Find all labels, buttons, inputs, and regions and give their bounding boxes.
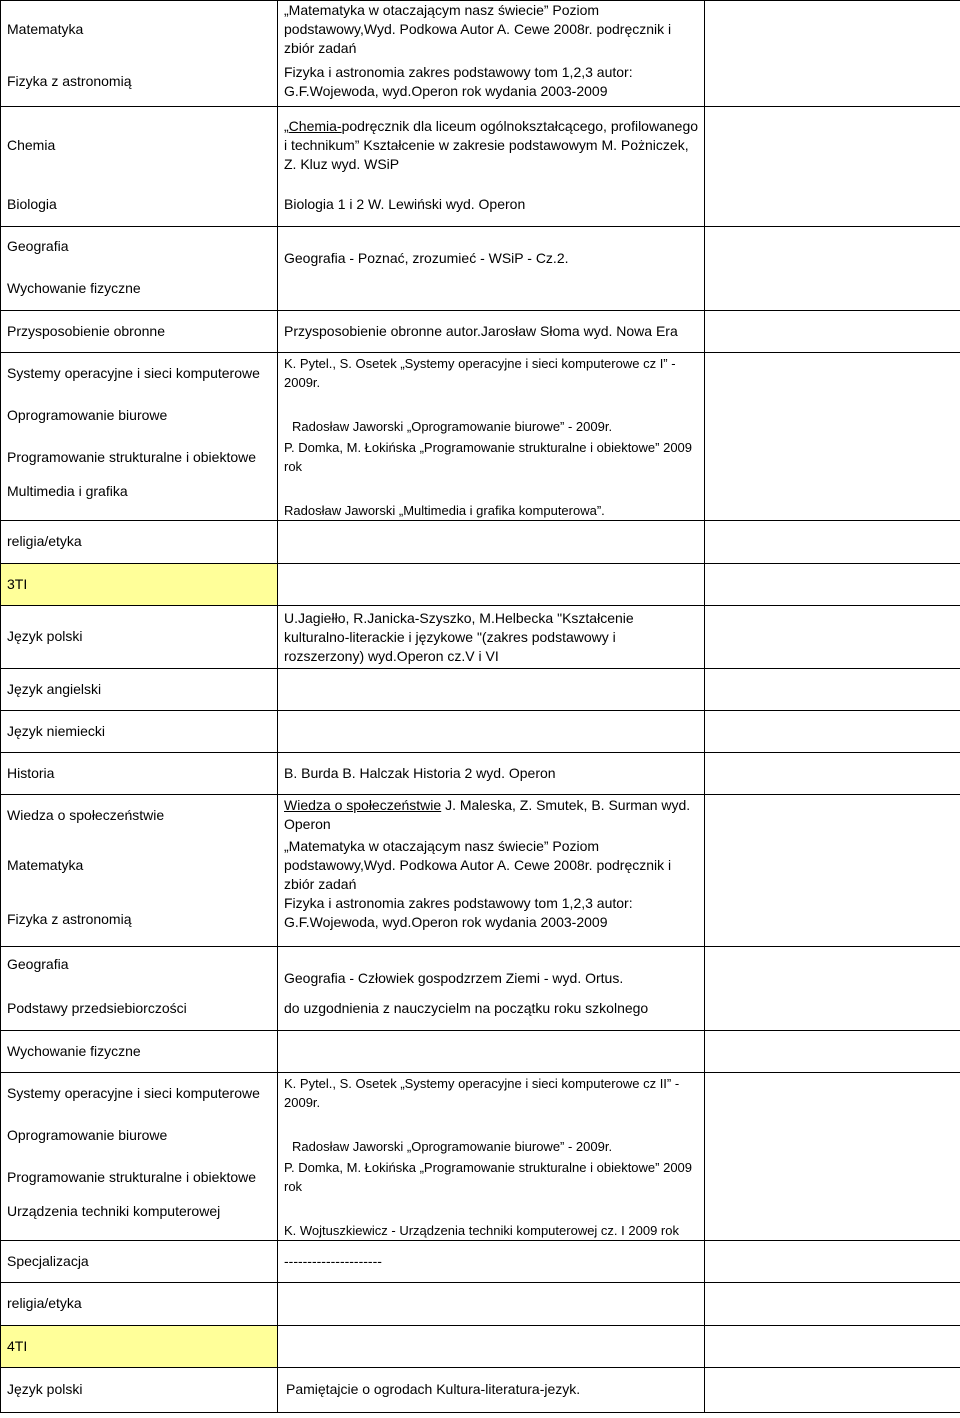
notes-cell — [705, 563, 960, 605]
class-header-3ti: 3TI — [1, 563, 278, 605]
subject-cell: Fizyka z astronomią — [1, 894, 278, 946]
textbook-cell — [278, 1282, 705, 1325]
quote-mark: „ — [284, 117, 289, 134]
class-header-4ti: 4TI — [1, 1325, 278, 1367]
notes-cell — [705, 894, 960, 946]
notes-cell — [705, 710, 960, 752]
notes-cell — [705, 1367, 960, 1412]
textbook-cell: do uzgodnienia z nauczycielm na początku roku szkolnego — [278, 988, 705, 1030]
textbook-cell: Geografia - Człowiek gospodzrzem Ziemi - wyd. Ortus. — [278, 946, 705, 988]
subject-cell: Programowanie strukturalne i obiektowe — [1, 1156, 278, 1198]
notes-cell — [705, 268, 960, 310]
textbook-cell: Pamiętajcie o ogrodach Kultura-literatura-jezyk. — [278, 1367, 705, 1412]
textbook-cell: Radosław Jaworski „Oprogramowanie biurowe” - 2009r. — [278, 1114, 705, 1156]
notes-cell — [705, 1072, 960, 1114]
textbook-cell: Geografia - Poznać, zrozumieć - WSiP - Cz.2. — [278, 226, 705, 268]
textbook-cell: K. Pytel., S. Osetek „Systemy operacyjne i sieci komputerowe cz II” - 2009r. — [278, 1072, 705, 1114]
textbook-cell — [278, 710, 705, 752]
textbook-cell: Przysposobienie obronne autor.Jarosław Słoma wyd. Nowa Era — [278, 310, 705, 352]
notes-cell — [705, 106, 960, 184]
subject-cell: Podstawy przedsiebiorczości — [1, 988, 278, 1030]
subject-cell: religia/etyka — [1, 1282, 278, 1325]
textbook-cell — [278, 563, 705, 605]
textbook-text: podręcznik dla liceum ogólnokształcącego, profilowanego i technikum” Kształcenie w zakresie podstawowym M. Pożniczek, Z. Kluz wyd. WSiP — [284, 117, 699, 172]
textbook-cell: --------------------- — [278, 1240, 705, 1282]
notes-cell — [705, 988, 960, 1030]
notes-cell — [705, 836, 960, 894]
textbook-link[interactable]: Wiedza o społeczeństwie — [284, 797, 442, 814]
notes-cell — [705, 605, 960, 668]
subject-cell: Język polski — [1, 605, 278, 668]
subject-cell: Oprogramowanie biurowe — [1, 394, 278, 436]
textbook-cell — [278, 1325, 705, 1367]
notes-cell — [705, 1114, 960, 1156]
textbook-cell: Biologia 1 i 2 W. Lewiński wyd. Operon — [278, 184, 705, 226]
textbook-cell: P. Domka, M. Łokińska „Programowanie strukturalne i obiektowe” 2009 rok — [278, 436, 705, 478]
textbook-cell — [278, 106, 705, 184]
textbook-cell: B. Burda B. Halczak Historia 2 wyd. Operon — [278, 752, 705, 794]
subject-cell: Biologia — [1, 184, 278, 226]
textbook-cell — [278, 1030, 705, 1072]
subject-cell: Geografia — [1, 226, 278, 268]
subject-cell: Specjalizacja — [1, 1240, 278, 1282]
textbook-cell: Fizyka i astronomia zakres podstawowy tom 1,2,3 autor: G.F.Wojewoda, wyd.Operon rok wydania 2003-2009 — [278, 894, 705, 946]
textbook-cell: Fizyka i astronomia zakres podstawowy tom 1,2,3 autor: G.F.Wojewoda, wyd.Operon rok wydania 2003-2009 — [278, 58, 705, 106]
notes-cell — [705, 1, 960, 107]
textbook-cell — [278, 794, 705, 836]
subject-cell: Fizyka z astronomią — [1, 58, 278, 106]
subject-cell: Geografia — [1, 946, 278, 988]
notes-cell — [705, 1240, 960, 1282]
notes-cell — [705, 1325, 960, 1367]
notes-cell — [705, 1156, 960, 1198]
textbook-cell — [278, 268, 705, 310]
textbook-cell: K. Wojtuszkiewicz - Urządzenia techniki komputerowej cz. I 2009 rok — [278, 1198, 705, 1240]
textbook-link[interactable]: Chemia- — [288, 117, 342, 134]
textbook-text: J. Maleska, Z. Smutek, B. Surman wyd. Operon — [284, 797, 691, 833]
notes-cell — [705, 794, 960, 836]
notes-cell — [705, 1198, 960, 1240]
subject-cell: Systemy operacyjne i sieci komputerowe — [1, 1072, 278, 1114]
textbook-cell — [278, 520, 705, 563]
notes-cell — [705, 946, 960, 988]
subject-cell: Matematyka — [1, 836, 278, 894]
subject-cell: Historia — [1, 752, 278, 794]
notes-cell — [705, 394, 960, 436]
notes-cell — [705, 752, 960, 794]
textbook-cell: P. Domka, M. Łokińska „Programowanie strukturalne i obiektowe” 2009 rok — [278, 1156, 705, 1198]
notes-cell — [705, 1030, 960, 1072]
subject-cell: Chemia — [1, 106, 278, 184]
subject-cell: religia/etyka — [1, 520, 278, 563]
subject-cell: Wychowanie fizyczne — [1, 268, 278, 310]
subject-cell: Przysposobienie obronne — [1, 310, 278, 352]
subject-cell: Multimedia i grafika — [1, 478, 278, 520]
notes-cell — [705, 1282, 960, 1325]
subject-cell: Język niemiecki — [1, 710, 278, 752]
subject-cell: Język polski — [1, 1367, 278, 1412]
notes-cell — [705, 352, 960, 394]
subject-cell: Język angielski — [1, 668, 278, 710]
notes-cell — [705, 478, 960, 520]
textbook-cell — [278, 668, 705, 710]
subject-cell: Matematyka — [1, 1, 278, 59]
notes-cell — [705, 436, 960, 478]
textbook-cell: „Matematyka w otaczającym nasz świecie” Poziom podstawowy,Wyd. Podkowa Autor A. Cewe 2008r. podręcznik i zbiór zadań — [278, 1, 705, 59]
textbook-cell: Radosław Jaworski „Oprogramowanie biurowe” - 2009r. — [278, 394, 705, 436]
notes-cell — [705, 184, 960, 226]
subject-cell: Systemy operacyjne i sieci komputerowe — [1, 352, 278, 394]
notes-cell — [705, 310, 960, 352]
notes-cell — [705, 520, 960, 563]
subject-cell: Oprogramowanie biurowe — [1, 1114, 278, 1156]
textbook-cell: Radosław Jaworski „Multimedia i grafika komputerowa”. — [278, 478, 705, 520]
textbook-cell: K. Pytel., S. Osetek „Systemy operacyjne i sieci komputerowe cz I” - 2009r. — [278, 352, 705, 394]
notes-cell — [705, 226, 960, 268]
subject-cell: Wychowanie fizyczne — [1, 1030, 278, 1072]
textbook-cell: „Matematyka w otaczającym nasz świecie” Poziom podstawowy,Wyd. Podkowa Autor A. Cewe 2008r. podręcznik i zbiór zadań — [278, 836, 705, 894]
subject-cell: Urządzenia techniki komputerowej — [1, 1198, 278, 1240]
textbook-cell: U.Jagiełło, R.Janicka-Szyszko, M.Helbecka "Kształcenie kulturalno-literackie i językowe "(zakres podstawowy i rozszerzony) wyd.Operon cz.V i VI — [278, 605, 705, 668]
notes-cell — [705, 668, 960, 710]
subject-cell: Programowanie strukturalne i obiektowe — [1, 436, 278, 478]
subject-cell: Wiedza o społeczeństwie — [1, 794, 278, 836]
